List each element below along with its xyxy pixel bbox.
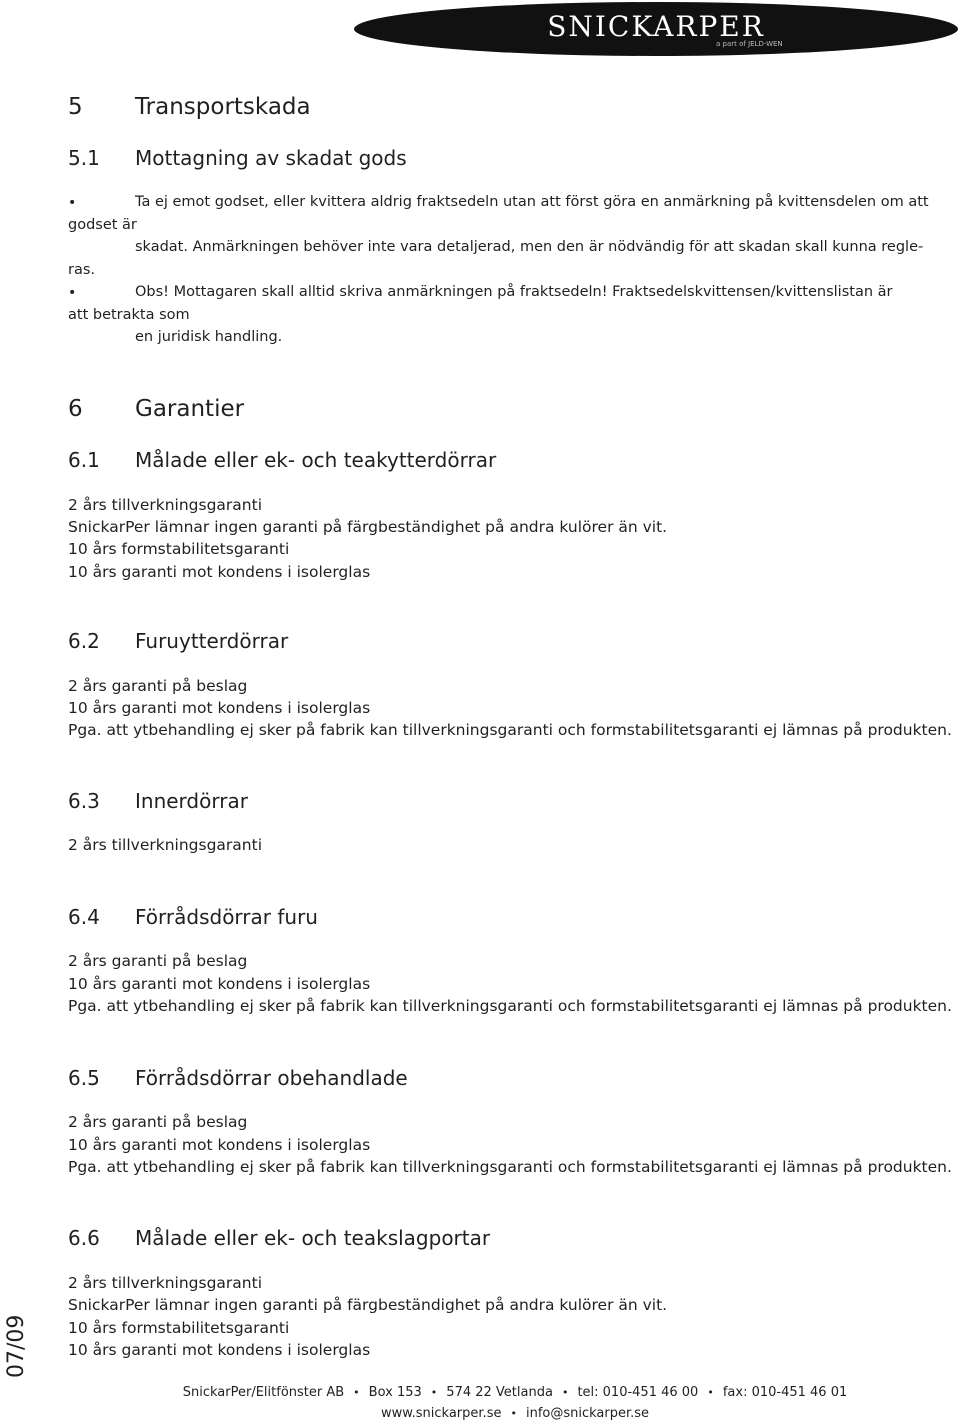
bullet-1: • (68, 195, 77, 211)
footer-separator: • (561, 1386, 569, 1399)
subsection-line: 10 års garanti mot kondens i isolerglas (68, 1136, 371, 1154)
footer-email-link[interactable]: info@snickarper.se (525, 1406, 650, 1421)
section-5-1-number: 5.1 (68, 146, 100, 170)
subsection-title: Furuytterdörrar (135, 629, 289, 653)
subsection-line: 10 års garanti mot kondens i isolerglas (68, 1341, 371, 1359)
footer-address: 574 22 Vetlanda (446, 1385, 553, 1400)
section-5-line-1: Ta ej emot godset, eller kvittera aldrig fraktsedeln utan att först göra en anmärkning på kvittensdelen om att (135, 194, 929, 210)
footer-separator: • (707, 1386, 714, 1399)
subsection-line: 10 års garanti mot kondens i isolerglas (68, 563, 371, 581)
section-6-title: Garantier (135, 396, 245, 422)
section-6-number: 6 (68, 396, 83, 422)
footer-separator: • (353, 1386, 360, 1399)
subsection-title: Förrådsdörrar obehandlade (135, 1066, 408, 1090)
subsection-number: 6.5 (68, 1066, 100, 1090)
subsection-line: Pga. att ytbehandling ej sker på fabrik kan tillverkningsgaranti och formstabilitetsgaranti ej lämnas på produkten. (68, 721, 952, 739)
footer-box: Box 153 (368, 1385, 422, 1400)
subsection-line: 2 års tillverkningsgaranti (68, 1274, 262, 1292)
footer-separator: • (510, 1407, 517, 1420)
subsection-line: 2 års garanti på beslag (68, 677, 248, 695)
logo-tagline: a part of JELD-WEN (716, 40, 783, 48)
subsection-line: 2 års tillverkningsgaranti (68, 836, 262, 854)
bullet-2: • (68, 285, 77, 301)
footer-separator: • (430, 1386, 438, 1399)
subsection-line: 10 års formstabilitetsgaranti (68, 540, 290, 558)
section-5-number: 5 (68, 94, 83, 120)
footer-contact-line (0, 1385, 960, 1400)
subsection-title: Förrådsdörrar furu (135, 905, 318, 929)
subsection-line: 2 års garanti på beslag (68, 1113, 248, 1131)
subsection-line: Pga. att ytbehandling ej sker på fabrik kan tillverkningsgaranti och formstabilitetsgaranti ej lämnas på produkten. (68, 1158, 952, 1176)
company-logo (354, 2, 958, 56)
section-5-line-6: att betrakta som (68, 307, 190, 323)
section-5-line-7: en juridisk handling. (135, 329, 283, 345)
subsection-line: 2 års garanti på beslag (68, 952, 248, 970)
section-5-line-4: ras. (68, 262, 96, 278)
subsection-line: SnickarPer lämnar ingen garanti på färgbeständighet på andra kulörer än vit. (68, 1296, 668, 1314)
section-5-line-2: godset är (68, 217, 137, 233)
subsection-title: Målade eller ek- och teakslagportar (135, 1226, 491, 1250)
logo-name: SNICKARPER (547, 10, 765, 43)
section-5-line-3: skadat. Anmärkningen behöver inte vara detaljerad, men den är nödvändig för att skadan skall kunna regle- (135, 239, 924, 255)
page-side-label: 07/09 (4, 1314, 29, 1378)
subsection-number: 6.4 (68, 905, 100, 929)
subsection-line: 2 års tillverkningsgaranti (68, 496, 262, 514)
footer-company: SnickarPer/Elitfönster AB (182, 1385, 345, 1400)
subsection-title: Innerdörrar (135, 789, 248, 813)
section-5-1-title: Mottagning av skadat gods (135, 146, 407, 170)
subsection-number: 6.2 (68, 629, 100, 653)
footer-website-link[interactable]: www.snickarper.se (380, 1406, 502, 1421)
subsection-line: Pga. att ytbehandling ej sker på fabrik kan tillverkningsgaranti och formstabilitetsgaranti ej lämnas på produkten. (68, 997, 952, 1015)
subsection-title: Målade eller ek- och teakytterdörrar (135, 448, 497, 472)
footer-fax: fax: 010-451 46 01 (722, 1385, 848, 1400)
subsection-line: 10 års garanti mot kondens i isolerglas (68, 975, 371, 993)
section-5-line-5: Obs! Mottagaren skall alltid skriva anmärkningen på fraktsedeln! Fraktsedelskvittensen/kvittenslistan är (135, 284, 893, 300)
footer-tel: tel: 010-451 46 00 (577, 1385, 699, 1400)
subsection-line: 10 års formstabilitetsgaranti (68, 1319, 290, 1337)
section-5-title: Transportskada (135, 94, 311, 120)
footer-web-line (0, 1406, 960, 1421)
subsection-number: 6.1 (68, 448, 100, 472)
subsection-number: 6.3 (68, 789, 100, 813)
subsection-line: SnickarPer lämnar ingen garanti på färgbeständighet på andra kulörer än vit. (68, 518, 668, 536)
subsection-line: 10 års garanti mot kondens i isolerglas (68, 699, 371, 717)
subsection-number: 6.6 (68, 1226, 100, 1250)
